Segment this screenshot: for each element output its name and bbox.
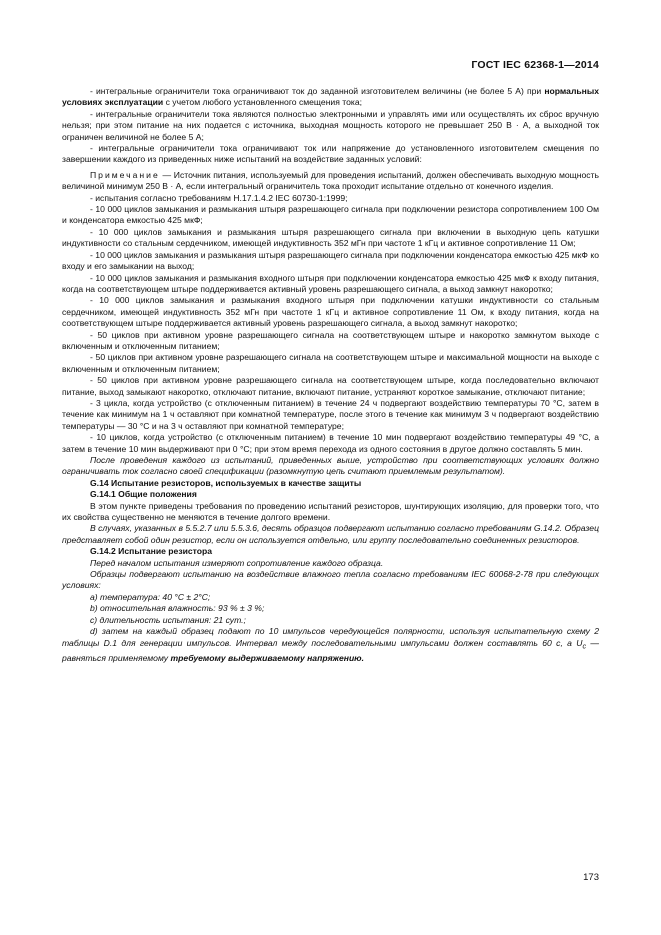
page-number: 173 xyxy=(583,872,599,883)
list-item-test: - 10 000 циклов замыкания и размыкания штыря разрешающего сигнала при включении в выходную цепь катушки индуктивности со стальным сердечником, имеющей индуктивность 352 мГн при частоте 1 кГц и активное сопротивление 11 Ом; xyxy=(62,226,599,249)
bold-term: требуемому выдерживаемому напряжению. xyxy=(170,652,365,663)
condition-item-impulses xyxy=(62,626,599,664)
note-label: Примечание xyxy=(90,169,160,180)
condition-item: a) температура: 40 °С ± 2°С; xyxy=(90,591,211,602)
text-run: — равняться применяемому xyxy=(62,637,599,663)
list-item-test: - 50 циклов при активном уровне разрешающего сигнала на соответствующем штыре и максимальной мощности на выходе с включенным и отключенным питанием; xyxy=(62,352,599,374)
note-paragraph xyxy=(62,170,599,193)
section-heading-g14: G.14 Испытание резисторов, используемых в качестве защиты xyxy=(90,477,362,488)
list-item-test: - 10 циклов, когда устройство (с отключенным питанием) в течение 10 мин подвергают воздействию температуры 49 °С, а затем в течение 10 мин выдерживают при 0 °С; при этом время перехода из одного состояния в другое должно составлять 5 мин. xyxy=(62,432,599,454)
subscript: c xyxy=(582,642,587,651)
document-header: ГОСТ IEC 62368-1—2014 xyxy=(471,59,599,71)
paragraph-g14-2-damp-heat: Образцы подвергают испытанию на воздействие влажного тепла согласно требованиям IEC 60068-2-78 при следующих условиях: xyxy=(62,569,599,591)
list-item-test: - 10 000 циклов замыкания и размыкания штыря разрешающего сигнала при подключении резистора сопротивлением 100 Ом и конденсатора емкостью 425 мкФ; xyxy=(62,204,599,226)
paragraph-g14-1-samples: В случаях, указанных в 5.5.2.7 или 5.5.3.6, десять образцов подвергают испытанию согласно требованиям G.14.2. Образец представляет собой один резистор, если он используется отдельно, или группу последовательно соединенных резисторов. xyxy=(62,523,599,545)
list-item-test: - 10 000 циклов замыкания и размыкания штыря разрешающего сигнала при подключении конденсатора емкостью 425 мкФ ко входу и его замыкании на выход; xyxy=(62,249,599,272)
text-run: d) затем на каждый образец подают по 10 импульсов чередующейся полярности, используя испытательную схему 2 таблицы D.1 для генерации импульсов. Интервал между последовательными импульсами должен составлять 60 с, а U xyxy=(62,626,599,648)
paragraph-current-limiters-electronic: - интегральные ограничители тока являются полностью электронными и управлять ими или осуществлять их сброс вручную нельзя; при этом питание на них подается с источника, выходная мощность которого не превышает 250 В · А, а выходной ток ограничен величиной не более 5 А; xyxy=(62,108,599,142)
section-heading-g14-1: G.14.1 Общие положения xyxy=(90,489,197,500)
list-item-test: - 3 цикла, когда устройство (с отключенным питанием) в течение 24 ч подвергают воздействию температуры 70 °С, затем в течение как минимум на 1 ч оставляют при комнатной температуре, после этого в течение как минимум 3 ч подвергают воздействию температуры — 30 °С и на 3 ч оставляют при комнатной температуре; xyxy=(62,397,599,431)
paragraph-current-limiters-tests: - интегральные ограничители тока ограничивают ток или напряжение до установленного изготовителем смещения по завершении каждого из приведенных ниже испытаний на воздействие заданных условий: xyxy=(62,143,599,165)
note-text: — Источник питания, используемый для проведения испытаний, должен обеспечивать выходную мощность величиной минимум 250 В · А, если интегральный ограничитель тока проходит испытание отдельно от конечного изделия. xyxy=(62,169,599,192)
list-item-test: - 50 циклов при активном уровне разрешающего сигнала на соответствующем штыре, когда последовательно включают питание, выход замыкают накоротко, отключают питание, включают питание, устраняют короткое замыкание, отключают питание; xyxy=(62,375,599,397)
paragraph-current-limiters-normal xyxy=(62,86,599,109)
paragraph-g14-1-intro: В этом пункте приведены требования по проведению испытаний резисторов, шунтирующих изоляцию, для проверки того, что их свойства существенно не меняются в течение долгого времени. xyxy=(62,500,599,523)
list-item-test: - 10 000 циклов замыкания и размыкания входного штыря при подключении конденсатора емкостью 425 мкФ к входу питания, когда на соответствующем штыре поддерживается активный уровень разрешающего сигнала, а выход замкнут накоротко; xyxy=(62,272,599,294)
section-heading-g14-2: G.14.2 Испытание резистора xyxy=(90,546,213,557)
text-run: - интегральные ограничители тока ограничивают ток до заданной изготовителем величины (не более 5 А) при xyxy=(90,86,545,96)
paragraph-g14-2-measure: Перед началом испытания измеряют сопротивление каждого образца. xyxy=(90,557,384,568)
bold-term: нормальных условиях эксплуатации xyxy=(62,86,599,108)
document-body xyxy=(62,86,599,664)
list-item-test: - 50 циклов при активном уровне разрешающего сигнала на соответствующем штыре и накоротко замкнутом выходе с включенным и отключенным питанием; xyxy=(62,329,599,351)
condition-item: c) длительность испытания: 21 сут.; xyxy=(90,614,246,625)
condition-item: b) относительная влажность: 93 % ± 3 %; xyxy=(90,603,265,614)
paragraph-after-tests: После проведения каждого из испытаний, приведенных выше, устройство при соответствующих условиях должно ограничивать ток согласно своей спецификации (разомкнутую цепь считают приемлемым результатом). xyxy=(62,455,599,477)
list-item-test: - 10 000 циклов замыкания и размыкания входного штыря при подключении катушки индуктивности со стальным сердечником, имеющей индуктивность 352 мГн при частоте 1 кГц и активное сопротивление 11 Ом, к входу питания, когда на соответствующем штыре поддерживается активный уровень разрешающего сигнала, а выход замкнут накоротко; xyxy=(62,295,599,329)
text-run: с учетом любого установленного смещения тока; xyxy=(163,97,363,108)
list-item-test: - испытания согласно требованиям Н.17.1.4.2 IEC 60730-1:1999; xyxy=(90,192,348,203)
